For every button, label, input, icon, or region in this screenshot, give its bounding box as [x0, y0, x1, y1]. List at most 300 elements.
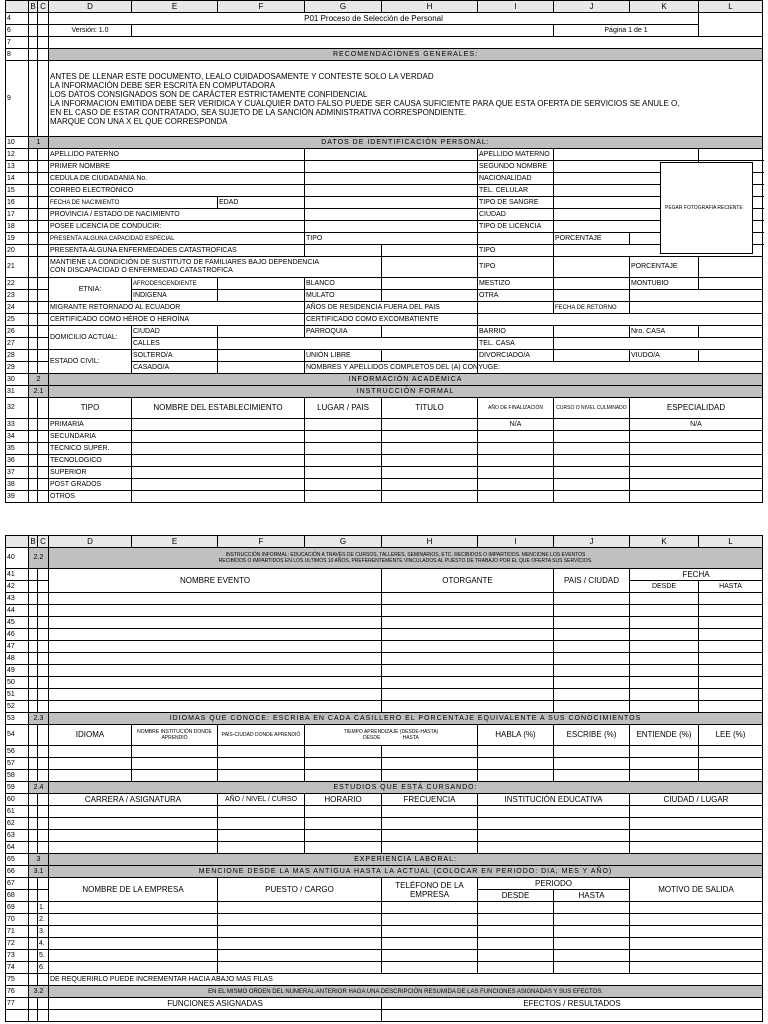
tiempo-desde-cell[interactable]	[305, 746, 382, 758]
col-pais-idioma: PAÍS-CIUDAD DONDE APRENDIÓ	[218, 725, 305, 746]
motivo-cell[interactable]	[630, 950, 763, 962]
col-efectos: EFECTOS / RESULTADOS	[382, 998, 763, 1010]
otorgante-cell[interactable]	[382, 641, 554, 653]
col-otorgante: OTORGANTE	[382, 569, 554, 593]
telefono-cell[interactable]	[382, 938, 478, 950]
col-header: C	[38, 1, 49, 13]
telefono-cell[interactable]	[382, 914, 478, 926]
col-lee: LEE (%)	[699, 725, 763, 746]
ciudad-cell[interactable]	[630, 806, 763, 818]
anio-cell[interactable]	[218, 842, 305, 854]
label-tipo-sangre: TIPO DE SANGRE	[478, 197, 554, 209]
hasta-cell[interactable]	[699, 593, 763, 605]
ciudad-cell[interactable]	[630, 842, 763, 854]
empresa-cell[interactable]	[49, 962, 218, 974]
casado-checkbox[interactable]	[218, 362, 305, 374]
inst-cell[interactable]	[132, 746, 218, 758]
desde-cell[interactable]	[630, 701, 699, 713]
label-catastrofica: PRESENTA ALGUNA ENFERMEDADES CATASTROFICAS	[49, 245, 305, 257]
frecuencia-cell[interactable]	[382, 818, 478, 830]
label-edad: EDAD	[218, 197, 305, 209]
label-domicilio: DOMICILIO ACTUAL:	[49, 326, 132, 350]
hasta-cell[interactable]	[554, 914, 630, 926]
otorgante-cell[interactable]	[382, 701, 554, 713]
motivo-cell[interactable]	[630, 914, 763, 926]
puesto-cell[interactable]	[218, 938, 382, 950]
otorgante-cell[interactable]	[382, 689, 554, 701]
label-nacionalidad: NACIONALIDAD	[478, 173, 554, 185]
anio-fin-cell[interactable]	[478, 455, 554, 467]
section-number: 3.2	[29, 986, 49, 998]
institucion-cell[interactable]	[478, 806, 630, 818]
especialidad-cell[interactable]	[630, 431, 763, 443]
telefono-cell[interactable]	[382, 950, 478, 962]
col-header: B	[30, 536, 36, 546]
establecimiento-cell[interactable]	[132, 467, 305, 479]
anio-cell[interactable]	[218, 806, 305, 818]
photo-placeholder[interactable]: PEGAR FOTOGRAFIA RECIENTE	[660, 162, 753, 254]
establecimiento-cell[interactable]	[132, 443, 305, 455]
section-number: 2.1	[29, 386, 49, 398]
label-cedula: CEDULA DE CIUDADANIA No.	[49, 173, 305, 185]
desde-cell[interactable]	[630, 653, 699, 665]
note-requerirlo: DE REQUERIRLO PUEDE INCREMENTAR HACIA ABAJO MAS FILAS	[49, 974, 763, 986]
establecimiento-cell[interactable]	[132, 455, 305, 467]
titulo-cell[interactable]	[382, 467, 478, 479]
label-sustituto	[49, 257, 382, 278]
frecuencia-cell[interactable]	[382, 842, 478, 854]
curso-cell[interactable]	[554, 443, 630, 455]
lugar-cell[interactable]	[305, 443, 382, 455]
titulo-cell[interactable]	[382, 419, 478, 431]
establecimiento-cell[interactable]	[132, 431, 305, 443]
primer-nombre-field[interactable]	[305, 161, 478, 173]
col-header: B	[30, 1, 36, 11]
entiende-cell[interactable]	[630, 758, 699, 770]
idioma-cell[interactable]	[49, 758, 132, 770]
section-recomendaciones: RECOMENDACIONES GENERALES:	[49, 49, 763, 61]
anio-cell[interactable]	[218, 830, 305, 842]
label-celular: TEL. CELULAR	[478, 185, 554, 197]
viudo-checkbox[interactable]	[699, 350, 763, 362]
hasta-cell[interactable]	[554, 962, 630, 974]
pais-cell[interactable]	[554, 617, 630, 629]
sustituto-line: MANTIENE LA CONDICIÓN DE SUSTITUTO DE FAMILIARES BAJO DEPENDENCIA	[50, 259, 320, 266]
carrera-cell[interactable]	[49, 806, 218, 818]
hasta-cell[interactable]	[699, 629, 763, 641]
lugar-cell[interactable]	[305, 467, 382, 479]
evento-cell[interactable]	[49, 617, 382, 629]
hasta-cell[interactable]	[699, 605, 763, 617]
excombatiente-field[interactable]	[478, 314, 763, 326]
lee-cell[interactable]	[699, 758, 763, 770]
conyuge-field[interactable]	[478, 362, 763, 374]
otorgante-cell[interactable]	[382, 677, 554, 689]
lee-cell[interactable]	[699, 770, 763, 782]
label-fecha-retorno: FECHA DE RETORNO	[554, 302, 630, 314]
pais-cell[interactable]	[554, 689, 630, 701]
label-afro: AFRODESCENDIENTE	[132, 278, 218, 290]
telefono-cell[interactable]	[382, 962, 478, 974]
section-number: 2.2	[29, 548, 49, 569]
col-header: H	[382, 1, 478, 13]
evento-cell[interactable]	[49, 629, 382, 641]
col-frecuencia: FRECUENCIA	[382, 794, 478, 806]
curso-cell[interactable]	[554, 455, 630, 467]
pais-cell[interactable]	[554, 677, 630, 689]
col-institucion: INSTITUCIÓN EDUCATIVA	[478, 794, 630, 806]
especialidad-cell[interactable]	[630, 479, 763, 491]
motivo-cell[interactable]	[630, 926, 763, 938]
motivo-cell[interactable]	[630, 962, 763, 974]
escribe-cell[interactable]	[554, 770, 630, 782]
evento-cell[interactable]	[49, 701, 382, 713]
label-viudo: VIUDO/A	[630, 350, 699, 362]
otorgante-cell[interactable]	[382, 665, 554, 677]
puesto-cell[interactable]	[218, 902, 382, 914]
desde-cell[interactable]	[478, 926, 554, 938]
nivel-label: TECNOLOGICO	[49, 455, 132, 467]
puesto-cell[interactable]	[218, 950, 382, 962]
telefono-cell[interactable]	[382, 926, 478, 938]
desde-cell[interactable]	[630, 629, 699, 641]
desde-cell[interactable]	[630, 617, 699, 629]
label-ciudad: CIUDAD	[478, 209, 554, 221]
horario-cell[interactable]	[305, 842, 382, 854]
desde-cell[interactable]	[478, 950, 554, 962]
afro-checkbox[interactable]	[218, 278, 305, 290]
union-checkbox[interactable]	[382, 350, 478, 362]
hasta-cell[interactable]	[699, 701, 763, 713]
parroquia-field[interactable]	[382, 326, 478, 338]
lugar-cell[interactable]	[305, 431, 382, 443]
licencia-field[interactable]	[305, 221, 478, 233]
escribe-cell[interactable]	[554, 746, 630, 758]
curso-cell[interactable]	[554, 467, 630, 479]
especialidad-cell[interactable]	[630, 491, 763, 503]
evento-cell[interactable]	[49, 593, 382, 605]
tiempo-hasta-cell[interactable]	[382, 758, 478, 770]
tipo-discapacidad-field[interactable]	[478, 233, 554, 245]
anio-fin-cell[interactable]	[478, 479, 554, 491]
anio-fin-cell[interactable]	[478, 443, 554, 455]
desde-cell[interactable]	[630, 665, 699, 677]
label-estado-civil: ESTADO CIVIL:	[49, 350, 132, 374]
evento-cell[interactable]	[49, 689, 382, 701]
page-number: Página 1 de 1	[554, 25, 699, 37]
institucion-cell[interactable]	[478, 842, 630, 854]
mulato-checkbox[interactable]	[382, 290, 478, 302]
pais-cell[interactable]	[554, 593, 630, 605]
especialidad-cell[interactable]: N/A	[630, 419, 763, 431]
label-etnia: ETNIA:	[49, 278, 132, 302]
lugar-cell[interactable]	[305, 419, 382, 431]
establecimiento-cell[interactable]	[132, 419, 305, 431]
column-headers	[6, 1, 763, 13]
barrio-field[interactable]	[554, 326, 630, 338]
titulo-cell[interactable]	[382, 431, 478, 443]
section-number: 3.1	[29, 866, 49, 878]
col-desde: DESDE	[630, 581, 699, 593]
pais-cell[interactable]	[554, 641, 630, 653]
evento-cell[interactable]	[49, 653, 382, 665]
fecha-retorno-field[interactable]	[630, 302, 763, 314]
especialidad-cell[interactable]	[630, 443, 763, 455]
desde-cell[interactable]	[478, 938, 554, 950]
titulo-cell[interactable]	[382, 455, 478, 467]
hasta-cell[interactable]	[554, 926, 630, 938]
label-provincia: PROVINCIA / ESTADO DE NACIMIENTO	[49, 209, 305, 221]
evento-cell[interactable]	[49, 665, 382, 677]
desde-cell[interactable]	[478, 902, 554, 914]
divorciado-checkbox[interactable]	[554, 350, 630, 362]
horario-cell[interactable]	[305, 818, 382, 830]
empresa-cell[interactable]	[49, 902, 218, 914]
empresa-cell[interactable]	[49, 914, 218, 926]
inst-cell[interactable]	[132, 770, 218, 782]
section-datos: DATOS DE IDENTIFICACIÓN PERSONAL:	[49, 137, 763, 149]
col-establecimiento: NOMBRE DEL ESTABLECIMIENTO	[132, 398, 305, 419]
correo-field[interactable]	[305, 185, 478, 197]
section-number: 3	[29, 854, 49, 866]
puesto-cell[interactable]	[218, 926, 382, 938]
col-header: C	[38, 536, 49, 548]
nivel-label: OTROS	[49, 491, 132, 503]
hasta-cell[interactable]	[554, 938, 630, 950]
section-experiencia: EXPERIENCIA LABORAL:	[49, 854, 763, 866]
rec-line: ANTES DE LLENAR ESTE DOCUMENTO, LEALO CUIDADOSAMENTE Y CONTESTE SOLO LA VERDAD	[50, 71, 434, 81]
desde-cell[interactable]	[478, 962, 554, 974]
provincia-field[interactable]	[305, 209, 478, 221]
especialidad-cell[interactable]	[630, 455, 763, 467]
section-idiomas: IDIOMAS QUE CONOCE: ESCRIBA EN CADA CASILLERO EL PORCENTAJE EQUIVALENTE A SUS CONOCIMIENTOS	[49, 713, 763, 725]
desde-cell[interactable]	[630, 641, 699, 653]
desde-cell[interactable]	[630, 605, 699, 617]
label-migrante: MIGRANTE RETORNADO AL ECUADOR	[49, 302, 305, 314]
label-correo: CORREO ELECTRÓNICO	[49, 185, 305, 197]
ciudad-domicilio-field[interactable]	[218, 326, 305, 338]
hasta-cell[interactable]	[699, 653, 763, 665]
tiempo-hasta-cell[interactable]	[382, 746, 478, 758]
titulo-cell[interactable]	[382, 491, 478, 503]
rec-line: MARQUE CON UNA X EL QUE CORRESPONDA	[50, 116, 228, 126]
nivel-label: SECUNDARIA	[49, 431, 132, 443]
nivel-label: PRIMARIA	[49, 419, 132, 431]
anio-fin-cell[interactable]	[478, 491, 554, 503]
montubio-checkbox[interactable]	[699, 278, 763, 290]
lugar-cell[interactable]	[305, 491, 382, 503]
label-soltero: SOLTERO/A	[132, 350, 218, 362]
label-mulato: MULATO	[305, 290, 382, 302]
col-header: H	[382, 536, 478, 548]
col-header	[6, 1, 29, 13]
calles-field[interactable]	[218, 338, 478, 350]
porcentaje-sustituto-field[interactable]	[699, 257, 763, 278]
pais-idioma-cell[interactable]	[218, 758, 305, 770]
label-licencia: POSEE LICENCIA DE CONDUCIR:	[49, 221, 305, 233]
hasta-cell[interactable]	[699, 617, 763, 629]
evento-cell[interactable]	[49, 677, 382, 689]
frecuencia-cell[interactable]	[382, 806, 478, 818]
section-number: 2.4	[29, 782, 49, 794]
section-informal	[49, 548, 763, 569]
col-tel-empresa: TELÉFONO DE LA EMPRESA	[382, 878, 478, 902]
curso-cell[interactable]	[554, 479, 630, 491]
mestizo-checkbox[interactable]	[554, 278, 630, 290]
section-experiencia-detalle: MENCIONE DESDE LA MAS ANTIGUA HASTA LA ACTUAL (COLOCAR EN PERIODO: DIA, MES Y AÑO)	[49, 866, 763, 878]
col-fecha: FECHA	[630, 569, 763, 581]
label-ciudad-domicilio: CIUDAD	[132, 326, 218, 338]
frecuencia-cell[interactable]	[382, 830, 478, 842]
anios-residencia-field[interactable]	[478, 302, 554, 314]
desde-cell[interactable]	[630, 689, 699, 701]
desde-cell[interactable]	[630, 593, 699, 605]
otra-checkbox[interactable]	[554, 290, 630, 302]
institucion-cell[interactable]	[478, 818, 630, 830]
curso-cell[interactable]	[554, 491, 630, 503]
rec-line: LOS DATOS CONSIGNADOS SON DE CARÁCTER ESTRICTAMENTE CONFIDENCIAL	[50, 89, 368, 99]
hasta-cell[interactable]	[699, 677, 763, 689]
col-hasta: HASTA	[699, 581, 763, 593]
apellido-materno-field[interactable]	[554, 149, 699, 161]
entiende-cell[interactable]	[630, 746, 699, 758]
horario-cell[interactable]	[305, 806, 382, 818]
habla-cell[interactable]	[478, 746, 554, 758]
blanco-checkbox[interactable]	[382, 278, 478, 290]
telefono-cell[interactable]	[382, 902, 478, 914]
pais-cell[interactable]	[554, 629, 630, 641]
empresa-cell[interactable]	[49, 938, 218, 950]
hasta-cell[interactable]	[699, 665, 763, 677]
tiempo-desde: DESDE	[363, 735, 381, 741]
soltero-checkbox[interactable]	[218, 350, 305, 362]
hasta-cell[interactable]	[554, 950, 630, 962]
label-divorciado: DIVORCIADO/A	[478, 350, 554, 362]
hasta-cell[interactable]	[699, 689, 763, 701]
lugar-cell[interactable]	[305, 455, 382, 467]
otorgante-cell[interactable]	[382, 605, 554, 617]
section-estudios: ESTUDIOS QUE ESTÁ CURSANDO:	[49, 782, 763, 794]
lee-cell[interactable]	[699, 746, 763, 758]
motivo-cell[interactable]	[630, 902, 763, 914]
rec-line: LA INFORMACIÓN DEBE SER ESCRITA EN COMPUTADORA	[50, 80, 276, 90]
otorgante-cell[interactable]	[382, 617, 554, 629]
col-titulo: TITULO	[382, 398, 478, 419]
hasta-cell[interactable]	[699, 641, 763, 653]
titulo-cell[interactable]	[382, 479, 478, 491]
hasta-cell[interactable]	[554, 902, 630, 914]
establecimiento-cell[interactable]	[132, 479, 305, 491]
exp-row-number: 6.	[38, 962, 49, 974]
col-tipo: TIPO	[49, 398, 132, 419]
nivel-label: TECNICO SUPER.	[49, 443, 132, 455]
tiempo-hasta-cell[interactable]	[382, 770, 478, 782]
anio-fin-cell[interactable]	[478, 431, 554, 443]
col-ciudad-lugar: CIUDAD / LUGAR	[630, 794, 763, 806]
puesto-cell[interactable]	[218, 962, 382, 974]
habla-cell[interactable]	[478, 770, 554, 782]
otorgante-cell[interactable]	[382, 629, 554, 641]
empresa-cell[interactable]	[49, 950, 218, 962]
apellido-paterno-field[interactable]	[305, 149, 478, 161]
anio-fin-cell[interactable]: N/A	[478, 419, 554, 431]
evento-cell[interactable]	[49, 641, 382, 653]
motivo-cell[interactable]	[630, 938, 763, 950]
lugar-cell[interactable]	[305, 479, 382, 491]
titulo-cell[interactable]	[382, 443, 478, 455]
tipo-sustituto-field[interactable]	[554, 257, 630, 278]
pais-idioma-cell[interactable]	[218, 746, 305, 758]
anio-fin-cell[interactable]	[478, 467, 554, 479]
carrera-cell[interactable]	[49, 818, 218, 830]
anio-cell[interactable]	[218, 818, 305, 830]
desde-cell[interactable]	[478, 914, 554, 926]
col-funciones: FUNCIONES ASIGNADAS	[49, 998, 382, 1010]
pais-cell[interactable]	[554, 605, 630, 617]
col-header: L	[699, 1, 763, 13]
tiempo-desde-cell[interactable]	[305, 770, 382, 782]
otorgante-cell[interactable]	[382, 653, 554, 665]
puesto-cell[interactable]	[218, 914, 382, 926]
evento-cell[interactable]	[49, 605, 382, 617]
indigena-checkbox[interactable]	[218, 290, 305, 302]
pais-cell[interactable]	[554, 653, 630, 665]
especialidad-cell[interactable]	[630, 467, 763, 479]
empresa-cell[interactable]	[49, 926, 218, 938]
curso-cell[interactable]	[554, 419, 630, 431]
pais-cell[interactable]	[554, 701, 630, 713]
entiende-cell[interactable]	[630, 770, 699, 782]
efectos-cell[interactable]	[382, 1010, 763, 1022]
tel-casa-field[interactable]	[554, 338, 763, 350]
rec-line: EN EL CASO DE ESTAR CONTRATADO, SEA SUJETO DE LA SANCIÓN ADMINISTRATIVA CORRESPONDIENTE.	[50, 107, 467, 117]
tiempo-desde-cell[interactable]	[305, 758, 382, 770]
carrera-cell[interactable]	[49, 842, 218, 854]
col-horario: HORARIO	[305, 794, 382, 806]
pais-idioma-cell[interactable]	[218, 770, 305, 782]
pais-cell[interactable]	[554, 665, 630, 677]
establecimiento-cell[interactable]	[132, 491, 305, 503]
ciudad-cell[interactable]	[630, 818, 763, 830]
col-header: G	[305, 1, 382, 13]
horario-cell[interactable]	[305, 830, 382, 842]
curso-cell[interactable]	[554, 431, 630, 443]
label-apellido-paterno: APELLIDO PATERNO	[49, 149, 305, 161]
carrera-cell[interactable]	[49, 830, 218, 842]
col-periodo-hasta: HASTA	[554, 890, 630, 902]
tiempo-hasta: HASTA	[402, 735, 419, 741]
institucion-cell[interactable]	[478, 830, 630, 842]
col-header: D	[49, 1, 132, 13]
cedula-field[interactable]	[305, 173, 478, 185]
exp-row-number: 5.	[38, 950, 49, 962]
nro-casa-field[interactable]	[699, 326, 763, 338]
escribe-cell[interactable]	[554, 758, 630, 770]
funciones-cell[interactable]	[49, 1010, 382, 1022]
label-anios-residencia: AÑOS DE RESIDENCIA FUERA DEL PAIS	[305, 302, 478, 314]
desde-cell[interactable]	[630, 677, 699, 689]
ciudad-cell[interactable]	[630, 830, 763, 842]
idioma-cell[interactable]	[49, 770, 132, 782]
idioma-cell[interactable]	[49, 746, 132, 758]
label-tel-casa: TEL. CASA	[478, 338, 554, 350]
otorgante-cell[interactable]	[382, 593, 554, 605]
edad-field[interactable]	[305, 197, 478, 209]
inst-cell[interactable]	[132, 758, 218, 770]
habla-cell[interactable]	[478, 758, 554, 770]
label-indigena: INDIGENA	[132, 290, 218, 302]
nivel-label: SUPERIOR	[49, 467, 132, 479]
